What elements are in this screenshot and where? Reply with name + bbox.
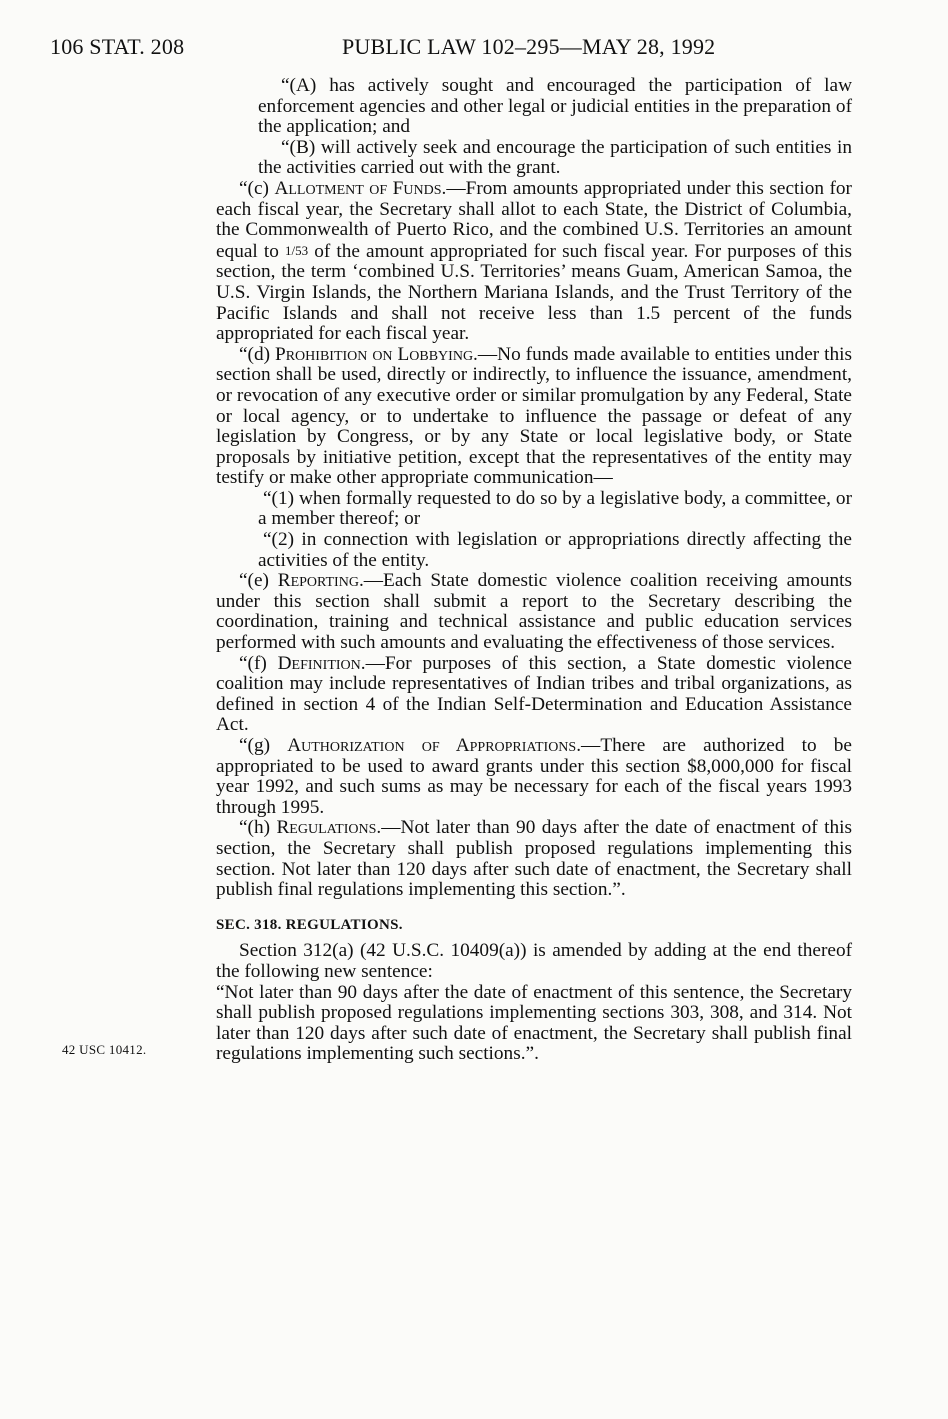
paragraph-text: “(2) in connection with legislation or appropriations directly affecting the activities of the entity.: [258, 529, 852, 571]
section-heading: SEC. 318. REGULATIONS.: [216, 916, 403, 933]
subsection-heading: Allotment of Funds.: [274, 177, 447, 199]
subsection-text: —For purposes of this section, a State domestic violence coalition may include representatives of Indian tribes and tribal organizations, as defined in section 4 of the Indian Self-Determination and Education Assistance Act.: [216, 652, 852, 736]
subsection-e: [216, 571, 852, 653]
subsection-heading: Prohibition on Lobbying.: [275, 343, 478, 365]
subsection-heading: Regulations.: [276, 817, 382, 839]
paragraph-d2: [216, 530, 852, 571]
subsection-g: [216, 736, 852, 818]
fraction: 1/53: [284, 242, 309, 258]
subsection-text: —No funds made available to entities under this section shall be used, directly or indirectly, to influence the issuance, amendment, or revocation of any executive order or similar promulgation by any Federal, State or local agency, or to undertake to influence the passage or defeat of any legislation by Congress, or by any State or local legislative body, or State proposals by initiative petition, except that the representatives of the entity may testify or make other appropriate communication—: [216, 343, 852, 489]
subsection-number: “(h): [239, 817, 277, 839]
subsection-h: [216, 818, 852, 900]
paragraph-text: “(1) when formally requested to do so by a legislative body, a committee, or a member thereof; or: [258, 487, 852, 530]
section-318-quoted-text: “Not later than 90 days after the date of enactment of this sentence, the Secretary shall publish proposed regulations implementing sections 303, 308, and 314. Not later than 120 days after such date of enactment, the Secretary shall publish final regulations implementing such sections.”.: [216, 981, 852, 1065]
subsection-heading: Definition.: [277, 652, 366, 674]
document-body: [216, 76, 852, 1065]
paragraph-a: “(A) has actively sought and encouraged the participation of law enforcement agencies and other legal or judicial entities in the preparation of the application; and: [258, 75, 852, 138]
subsection-heading: Reporting.: [277, 570, 364, 592]
subsection-text: —From amounts appropriated under this section for each fiscal year, the Secretary shall allot to each State, the District of Columbia, the Commonwealth of Puerto Rico, and the combined U.S. Territories an amount equal to: [216, 177, 852, 262]
subsection-number: “(c): [239, 177, 275, 199]
subsection-number: “(f): [239, 652, 278, 674]
subsection-text: —Not later than 90 days after the date of enactment of this section, the Secretary shall publish proposed regulations implementing this section. Not later than 120 days after such date of enactment, the Secretary shall publish final regulations implementing this section.”.: [216, 817, 852, 901]
margin-citation: 42 USC 10412.: [62, 1042, 147, 1057]
subsection-text: —There are authorized to be appropriated to be used to award grants under this section $8,000,000 for fiscal year 1992, and such sums as may be necessary for each of the fiscal years 1993 through 1995.: [216, 735, 852, 818]
subsection-number: “(g): [239, 735, 288, 756]
subsection-c: [216, 179, 852, 345]
subsection-number: “(d): [239, 343, 275, 365]
running-title: PUBLIC LAW 102–295—MAY 28, 1992: [342, 34, 716, 59]
subsection-text-cont: of the amount appropriated for such fiscal year. For purposes of this section, the term ‘combined U.S. Territories’ means Guam, American Samoa, the U.S. Virgin Islands, the Northern Mariana Islands, and the Trust Territory of the Pacific Islands and shall not receive less than 1.5 percent of the funds appropriated for each fiscal year.: [216, 240, 852, 345]
subsection-f: [216, 654, 852, 736]
subsection-heading: Authorization of Appropriations.: [287, 735, 582, 756]
subsection-number: “(e): [239, 570, 278, 592]
subsection-d: [216, 345, 852, 489]
stat-page-number: 106 STAT. 208: [50, 34, 185, 59]
paragraph-d1: [216, 489, 852, 530]
paragraph-b: “(B) will actively seek and encourage the participation of such entities in the activities carried out with the grant.: [258, 136, 852, 179]
section-318-text: Section 312(a) (42 U.S.C. 10409(a)) is amended by adding at the end thereof the following new sentence:: [216, 940, 852, 982]
subsection-text: —Each State domestic violence coalition receiving amounts under this section shall submit a report to the Secretary describing the coordination, training and technical assistance and public education services performed with such amounts and evaluating the effectiveness of those services.: [216, 570, 853, 654]
page-header: [50, 34, 850, 64]
